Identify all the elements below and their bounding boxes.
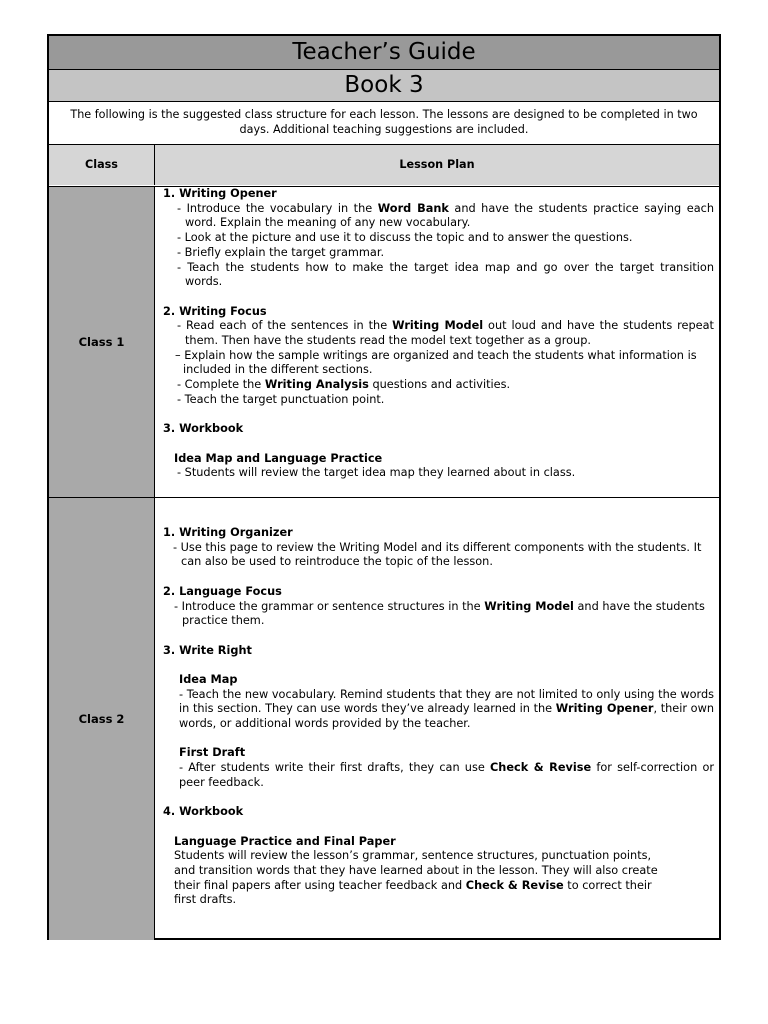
- class-1-plan: [155, 187, 719, 497]
- list-item: - Complete the Writing Analysis questions and activities.: [177, 378, 511, 392]
- section-workbook: 3. Workbook: [163, 422, 244, 436]
- list-item: - Briefly explain the target grammar.: [177, 245, 385, 259]
- section-language-focus: 2. Language Focus: [163, 584, 282, 598]
- book-title: Book 3: [49, 70, 719, 102]
- section-writing-opener: 1. Writing Opener: [163, 187, 277, 200]
- intro-text: The following is the suggested class structure for each lesson. The lessons are designed to be completed in two days. Additional teaching suggestions are included.: [49, 102, 719, 145]
- paragraph-idea-map: - Teach the new vocabulary. Remind students that they are not limited to only using the words in this section. They can use words they’ve already learned in the Writing Opener, their own words, or additional words provided by the teacher.: [179, 687, 714, 731]
- section-write-right: 3. Write Right: [163, 643, 252, 657]
- paragraph-first-draft: - After students write their first drafts, they can use Check & Revise for self-correction or peer feedback.: [179, 761, 715, 789]
- column-header-class: Class: [49, 145, 155, 185]
- table-header: [49, 145, 719, 187]
- list-item: - Teach the target punctuation point.: [177, 392, 385, 406]
- class-2-label: Class 2: [49, 498, 155, 940]
- list-item: - Read each of the sentences in the Writing Model out loud and have the students repeat them. Then have the students read the model text together as a group.: [177, 319, 714, 348]
- lesson-plan-table: [47, 34, 721, 940]
- section-writing-organizer: 1. Writing Organizer: [163, 526, 293, 539]
- list-item: - Look at the picture and use it to discuss the topic and to answer the questions.: [177, 231, 633, 245]
- list-item: - Introduce the vocabulary in the Word Bank and have the students practice saying each word. Explain the meaning of any new vocabulary.: [177, 201, 714, 230]
- list-item: - Use this page to review the Writing Model and its different components with the students. It can also be used to reintroduce the topic of the lesson.: [173, 540, 702, 569]
- subsection-idea-map: Idea Map: [179, 672, 238, 686]
- column-header-lesson-plan: Lesson Plan: [155, 145, 719, 185]
- list-item: - Teach the students how to make the target idea map and go over the target transition words.: [177, 260, 714, 289]
- subsection-language-practice-final-paper: Language Practice and Final Paper: [174, 834, 396, 848]
- subsection-idea-map-language-practice: Idea Map and Language Practice: [174, 451, 383, 465]
- class-2-plan: [155, 498, 719, 940]
- list-item: - Introduce the grammar or sentence structures in the Writing Model and have the students practice them.: [174, 599, 705, 628]
- class-1-label: Class 1: [49, 187, 155, 497]
- section-writing-focus: 2. Writing Focus: [163, 304, 267, 318]
- guide-title: Teacher’s Guide: [49, 36, 719, 70]
- section-workbook: 4. Workbook: [163, 805, 244, 819]
- subsection-first-draft: First Draft: [179, 746, 246, 760]
- table-row-class-1: [49, 187, 719, 498]
- list-item: - Students will review the target idea map they learned about in class.: [177, 466, 576, 480]
- paragraph-workbook: Students will review the lesson’s grammar, sentence structures, punctuation points, and transition words that they have learned about in the lesson. They will also create their final papers after using teacher feedback and Check & Revise to correct their first drafts.: [174, 849, 658, 907]
- list-item: – Explain how the sample writings are organized and teach the students what information is included in the different sections.: [175, 348, 697, 377]
- table-row-class-2: [49, 498, 719, 940]
